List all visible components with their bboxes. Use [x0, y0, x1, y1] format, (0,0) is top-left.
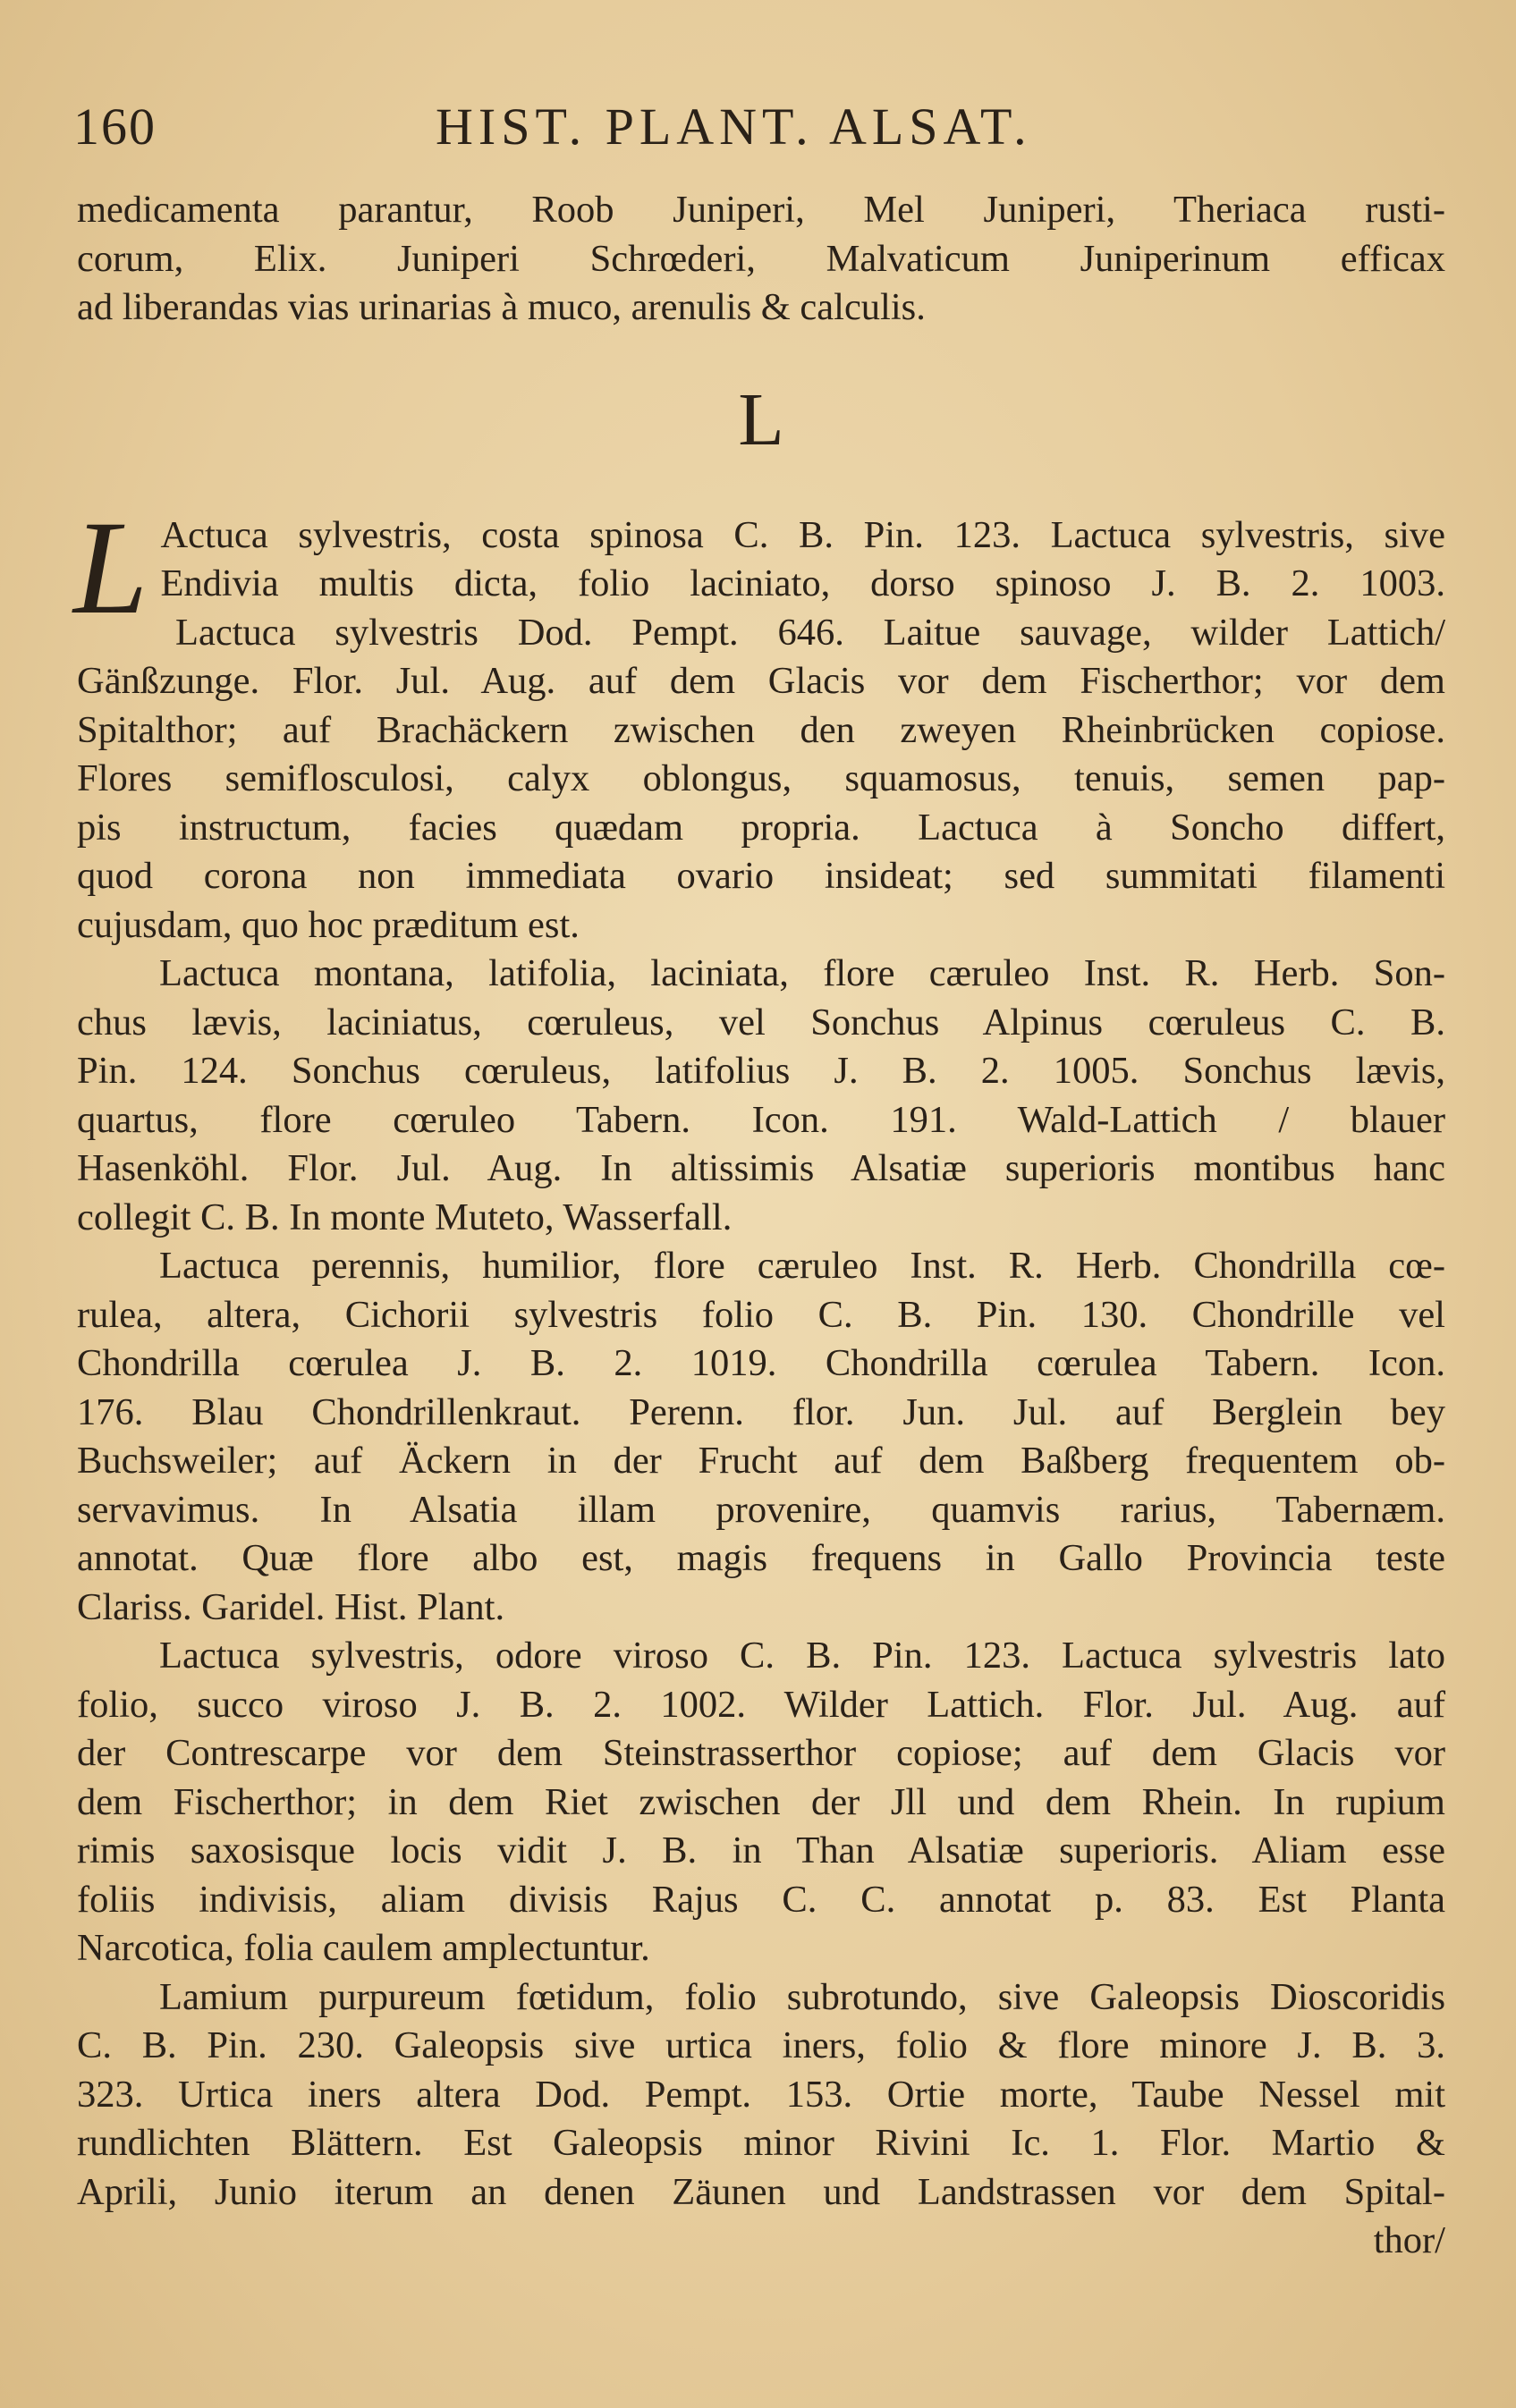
- text-line: Buchsweiler; auf Äckern in der Frucht auf dem Baßberg frequentem ob-: [77, 1440, 1445, 1482]
- text-line: medicamenta parantur, Roob Juniperi, Mel Juniperi, Theriaca rusti-: [77, 189, 1445, 231]
- text-line: quartus, flore cœruleo Tabern. Icon. 191. Wald-Lattich / blauer: [77, 1098, 1445, 1141]
- text-line: Lactuca sylvestris, odore viroso C. B. Pin. 123. Lactuca sylvestris lato: [159, 1635, 1445, 1677]
- text-line: Lactuca perennis, humilior, flore cæruleo Inst. R. Herb. Chondrilla cœ-: [159, 1245, 1445, 1287]
- text-line: Chondrilla cœrulea J. B. 2. 1019. Chondrilla cœrulea Tabern. Icon.: [77, 1342, 1445, 1384]
- text-line: Endivia multis dicta, folio laciniato, dorso spinoso J. B. 2. 1003.: [160, 562, 1445, 604]
- text-line: Gänßzunge. Flor. Jul. Aug. auf dem Glacis vor dem Fischerthor; vor dem: [77, 660, 1445, 702]
- text-line: Lactuca montana, latifolia, laciniata, flore cæruleo Inst. R. Herb. Son-: [159, 952, 1445, 994]
- text-line: corum, Elix. Juniperi Schrœderi, Malvaticum Juniperinum efficax: [77, 237, 1445, 280]
- text-line: rundlichten Blättern. Est Galeopsis minor Rivini Ic. 1. Flor. Martio &: [77, 2122, 1445, 2164]
- text-line: Pin. 124. Sonchus cœruleus, latifolius J. B. 2. 1005. Sonchus lævis,: [77, 1050, 1445, 1092]
- running-title: HIST. PLANT. ALSAT.: [436, 97, 1032, 156]
- entry-lactuca-sylvestris: [73, 493, 1445, 951]
- text-line: der Contrescarpe vor dem Steinstrasserthor copiose; auf dem Glacis vor: [77, 1732, 1445, 1774]
- text-line: servavimus. In Alsatia illam provenire, quamvis rarius, Tabernæm.: [77, 1488, 1445, 1531]
- drop-cap: L: [73, 493, 148, 642]
- entry-lactuca-montana: [77, 950, 1445, 1242]
- text-line: Aprili, Junio iterum an denen Zäunen und Landstrassen vor dem Spital-: [77, 2170, 1445, 2213]
- text-line: Flores semiflosculosi, calyx oblongus, squamosus, tenuis, semen pap-: [77, 757, 1445, 799]
- text-line: Clariss. Garidel. Hist. Plant.: [77, 1585, 505, 1628]
- text-line: Actuca sylvestris, costa spinosa C. B. Pin. 123. Lactuca sylvestris, sive: [160, 513, 1445, 556]
- text-line: quod corona non immediata ovario insideat; sed summitati filamenti: [77, 855, 1445, 897]
- text-line: cujusdam, quo hoc præditum est.: [77, 903, 580, 946]
- text-line: rimis saxosisque locis vidit J. B. in Than Alsatiæ superioris. Aliam esse: [77, 1829, 1445, 1871]
- entry-lamium-purpureum: [77, 1973, 1445, 2266]
- text-line: Lamium purpureum fœtidum, folio subrotundo, sive Galeopsis Dioscoridis: [159, 1975, 1445, 2018]
- entry-lactuca-virosa: [77, 1632, 1445, 1973]
- text-line: collegit C. B. In monte Muteto, Wasserfall.: [77, 1196, 733, 1238]
- catchword: thor/: [1373, 2219, 1445, 2261]
- page-header: [73, 97, 1075, 168]
- text-line: 323. Urtica iners altera Dod. Pempt. 153. Ortie morte, Taube Nessel mit: [77, 2073, 1445, 2116]
- text-line: chus lævis, laciniatus, cœruleus, vel Sonchus Alpinus cœruleus C. B.: [77, 1001, 1445, 1043]
- text-line: 176. Blau Chondrillenkraut. Perenn. flor. Jun. Jul. auf Berglein bey: [77, 1390, 1445, 1433]
- text-line: annotat. Quæ flore albo est, magis frequens in Gallo Provincia teste: [77, 1537, 1445, 1579]
- page-body: [73, 186, 1445, 2266]
- text-line: Lactuca sylvestris Dod. Pempt. 646. Laitue sauvage, wilder Lattich/: [175, 611, 1445, 654]
- text-line: dem Fischerthor; in dem Riet zwischen der Jll und dem Rhein. In rupium: [77, 1780, 1445, 1823]
- section-letter-heading: L: [738, 377, 784, 461]
- intro-paragraph: [77, 186, 1445, 333]
- text-line: Spitalthor; auf Brachäckern zwischen den zweyen Rheinbrücken copiose.: [77, 708, 1445, 751]
- text-line: ad liberandas vias urinarias à muco, arenulis & calculis.: [77, 286, 926, 328]
- entry-lactuca-perennis: [77, 1242, 1445, 1632]
- text-line: Hasenköhl. Flor. Jul. Aug. In altissimis Alsatiæ superioris montibus hanc: [77, 1147, 1445, 1189]
- text-line: folio, succo viroso J. B. 2. 1002. Wilder Lattich. Flor. Jul. Aug. auf: [77, 1683, 1445, 1726]
- text-line: C. B. Pin. 230. Galeopsis sive urtica iners, folio & flore minore J. B. 3.: [77, 2024, 1445, 2066]
- page-number: 160: [73, 97, 157, 156]
- text-line: pis instructum, facies quædam propria. Lactuca à Soncho differt,: [77, 806, 1445, 849]
- text-line: foliis indivisis, aliam divisis Rajus C. C. annotat p. 83. Est Planta: [77, 1878, 1445, 1921]
- text-line: Narcotica, folia caulem amplectuntur.: [77, 1927, 650, 1969]
- text-line: rulea, altera, Cichorii sylvestris folio C. B. Pin. 130. Chondrille vel: [77, 1293, 1445, 1336]
